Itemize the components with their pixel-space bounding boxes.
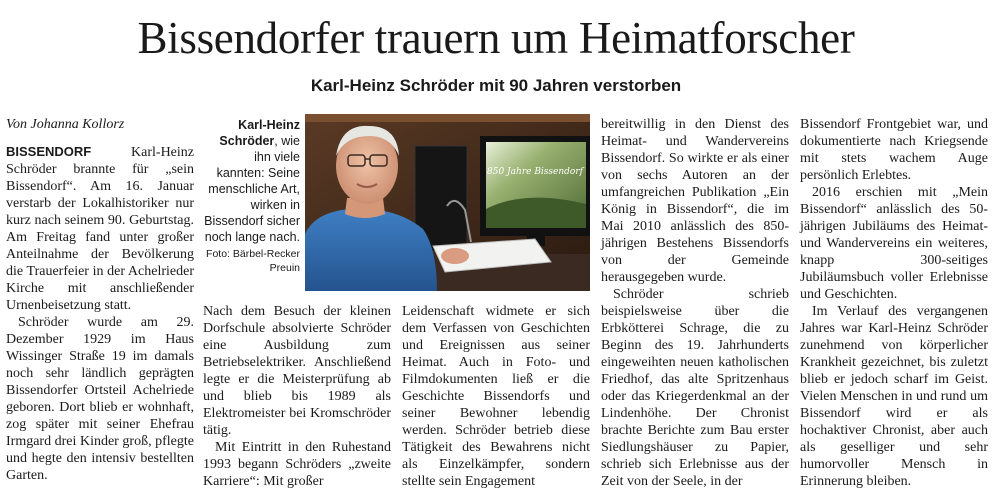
caption-text: , wie ihn viele kannten: Seine menschliche Art, wirken in Bissendorf sicher noch lange nach. xyxy=(204,134,300,244)
subheadline: Karl-Heinz Schröder mit 90 Jahren verstorben xyxy=(310,76,682,95)
photo-caption xyxy=(203,117,300,275)
paragraph: Mit Eintritt in den Ruhestand 1993 begann Schröders „zweite Karriere“: Mit großer xyxy=(203,440,391,489)
paragraph: Bissendorf Frontgebiet war, und dokumentierte nach Kriegsende mit stets wachem Auge persönlich Erlebtes. xyxy=(800,117,988,183)
monitor-text: 850 Jahre Bissendorf xyxy=(487,167,583,177)
paragraph: Schröder wurde am 29. Dezember 1929 im Haus Wissinger Straße 19 im damals noch sehr ländlich geprägten Bissendorfer Ortsteil Achelriede geboren. Dort blieb er wohnhaft, zog später mit seiner Ehefrau Irmgard drei Kinder groß, pflegte und hegte den intensiv bestellten Garten. xyxy=(6,315,194,483)
lead-paragraph xyxy=(6,143,194,314)
paragraph: bereitwillig in den Dienst des Heimat- und Wandervereins Bissendorf. So wirkte er als einer von sechs Autoren an der umfangreichen Publikation „Ein König in Bissendorf“, die im Mai 2010 anlässlich des 850-jährigen Bestehens Bissendorfs von der Gemeinde herausgegeben wurde. xyxy=(601,117,789,285)
article-column-3 xyxy=(402,303,590,490)
paragraph: Im Verlauf des vergangenen Jahres war Karl-Heinz Schröder zunehmend von körperlicher Krankheit gezeichnet, bis zuletzt blieb er jedoch scharf im Geist. Vielen Menschen in und rund um Bissendorf wird er als hochaktiver Chronist, aber auch als geselliger und sehr humorvoller Mensch in Erinnerung bleiben. xyxy=(800,304,988,489)
headline: Bissendorfer trauern um Heimatforscher xyxy=(137,13,855,63)
article-column-1 xyxy=(6,116,194,484)
paragraph: 2016 erschien mit „Mein Bissendorf“ anlässlich des 50-jährigen Jubiläums des Heimat- und Wandervereins ein weiteres, knapp 300-seitiges Jubiläumsbuch voller Erlebnisse und Geschichten. xyxy=(800,185,988,302)
article-column-2 xyxy=(203,303,391,490)
article-column-4 xyxy=(601,116,789,490)
photo-credit: Foto: Bärbel-Recker Preuin xyxy=(206,248,300,274)
paragraph: Schröder schrieb beispielsweise über die Erbkötterei Schrage, die zu Beginn des 19. Jahrhunderts eingeweihten neuen katholischen Friedhof, das alte Spritzenhaus oder das Kriegerdenkmal an der Lindenhöhe. Der Chronist brachte Berichte zum Bau erster Siedlungshäuser zu Papier, schrieb sich Erlebnisse aus der Zeit von der Seele, in der xyxy=(601,287,789,489)
paragraph: Leidenschaft widmete er sich dem Verfassen von Geschichten und Ereignissen aus seiner Heimat. Auch in Foto- und Filmdokumenten ließ er die Geschichte Bissendorfs und seiner Bewohner lebendig werden. Schröder betrieb diese Tätigkeit des Bewahrens nicht als Einzelkämpfer, sondern stellte sein Engagement xyxy=(402,304,590,489)
paragraph: Nach dem Besuch der kleinen Dorfschule absolvierte Schröder eine Ausbildung zum Betriebselektriker. Anschließend legte er die Meisterprüfung ab und blieb bis 1989 als Elektromeister bei Kromschröder tätig. xyxy=(203,304,391,438)
article-column-5 xyxy=(800,116,988,490)
caption-name: Karl-Heinz Schröder xyxy=(219,118,300,148)
paragraph-text: Karl-Heinz Schröder brannte für „sein Bissendorf“. Am 16. Januar verstarb der Lokalhistoriker nur kurz nach seinem 90. Geburtstag. Am Freitag fand unter großer Anteilnahme der Bevölkerung die Trauerfeier in der Achelrieder Kirche mit anschließender Urnenbeisetzung statt. xyxy=(6,145,194,313)
dateline: BISSENDORF xyxy=(6,144,92,159)
portrait-photo xyxy=(305,114,590,291)
byline: Von Johanna Kollorz xyxy=(6,117,125,132)
